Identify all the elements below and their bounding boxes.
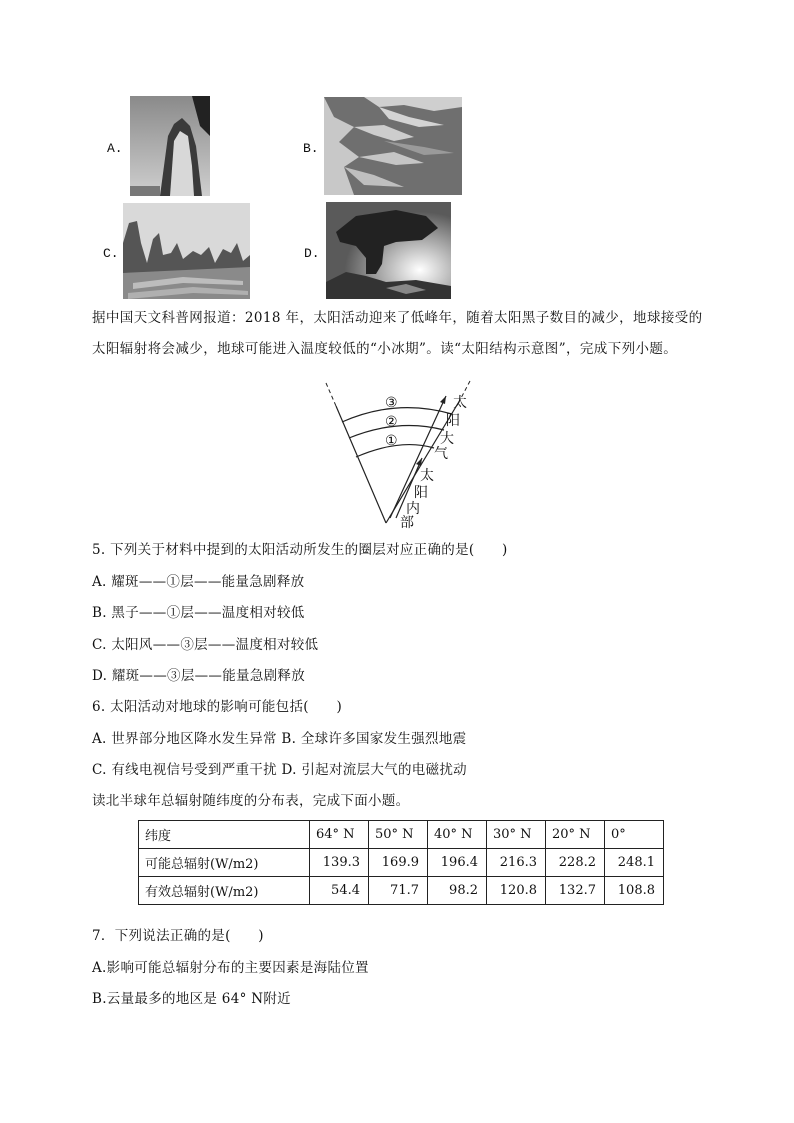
- table-cell: 169.9: [369, 849, 428, 877]
- question-6-stem: 6. 太阳活动对地球的影响可能包括( ): [92, 699, 343, 715]
- table-cell: 71.7: [369, 877, 428, 905]
- table-row: [139, 849, 664, 877]
- atmosphere-label-1: 太: [453, 395, 467, 411]
- photo-c-karst-landscape: [123, 203, 250, 299]
- table-intro: 读北半球年总辐射随纬度的分布表，完成下面小题。: [92, 793, 410, 809]
- interior-label-3: 内: [406, 501, 420, 517]
- question-5-stem: 5. 下列关于材料中提到的太阳活动所发生的圈层对应正确的是( ): [92, 542, 508, 558]
- question-7-option-b: B.云量最多的地区是 64° N附近: [92, 991, 291, 1007]
- table-cell: 120.8: [487, 877, 546, 905]
- sun-structure-diagram: [318, 378, 478, 531]
- layer-1-label: ①: [385, 433, 398, 449]
- table-row: [139, 877, 664, 905]
- layer-2-label: ②: [385, 414, 398, 430]
- row1-label: 可能总辐射(W/m2): [139, 849, 310, 877]
- question-5-option-d: D. 耀斑——③层——能量急剧释放: [92, 668, 306, 684]
- header-50n: 50° N: [369, 821, 428, 849]
- photo-a-mountain-cliff: [130, 96, 210, 196]
- material-paragraph: 据中国天文科普网报道：2018 年，太阳活动迎来了低峰年，随着太阳黑子数目的减少，地球接受的太阳辐射将会减少，地球可能进入温度较低的“小冰期”。读“太阳结构示意图”，完成下列小题。: [92, 310, 703, 357]
- table-cell: 54.4: [310, 877, 369, 905]
- photo-d-mushroom-rock: [326, 202, 451, 299]
- option-label-a: A.: [107, 141, 123, 156]
- atmosphere-label-4: 气: [434, 446, 448, 462]
- header-40n: 40° N: [428, 821, 487, 849]
- interior-label-4: 部: [400, 515, 414, 531]
- table-cell: 98.2: [428, 877, 487, 905]
- atmosphere-label-2: 阳: [446, 413, 460, 429]
- table-cell: 248.1: [605, 849, 664, 877]
- question-5-option-c: C. 太阳风——③层——温度相对较低: [92, 637, 319, 653]
- row2-label: 有效总辐射(W/m2): [139, 877, 310, 905]
- option-label-c: C.: [103, 246, 119, 261]
- layer-3-label: ③: [385, 395, 398, 411]
- question-5-option-a: A. 耀斑——①层——能量急剧释放: [92, 574, 305, 590]
- interior-label-1: 太: [420, 468, 434, 484]
- interior-label-2: 阳: [414, 485, 428, 501]
- header-30n: 30° N: [487, 821, 546, 849]
- question-5-option-b: B. 黑子——①层——温度相对较低: [92, 605, 305, 621]
- table-cell: 132.7: [546, 877, 605, 905]
- table-header-row: [139, 821, 664, 849]
- header-0: 0°: [605, 821, 664, 849]
- table-cell: 216.3: [487, 849, 546, 877]
- option-label-b: B.: [303, 141, 319, 156]
- header-20n: 20° N: [546, 821, 605, 849]
- question-7-option-a: A.影响可能总辐射分布的主要因素是海陆位置: [92, 960, 369, 976]
- header-latitude: 纬度: [139, 821, 310, 849]
- table-cell: 108.8: [605, 877, 664, 905]
- atmosphere-label-3: 大: [440, 431, 454, 447]
- table-cell: 139.3: [310, 849, 369, 877]
- question-7-stem: 7．下列说法正确的是( ): [92, 928, 264, 944]
- header-64n: 64° N: [310, 821, 369, 849]
- table-cell: 196.4: [428, 849, 487, 877]
- option-label-d: D.: [304, 246, 320, 261]
- table-cell: 228.2: [546, 849, 605, 877]
- photo-b-river-delta: [324, 97, 462, 195]
- question-6-options-ab: A. 世界部分地区降水发生异常 B. 全球许多国家发生强烈地震: [92, 731, 467, 747]
- radiation-table: [138, 820, 664, 905]
- question-6-options-cd: C. 有线电视信号受到严重干扰 D. 引起对流层大气的电磁扰动: [92, 762, 467, 778]
